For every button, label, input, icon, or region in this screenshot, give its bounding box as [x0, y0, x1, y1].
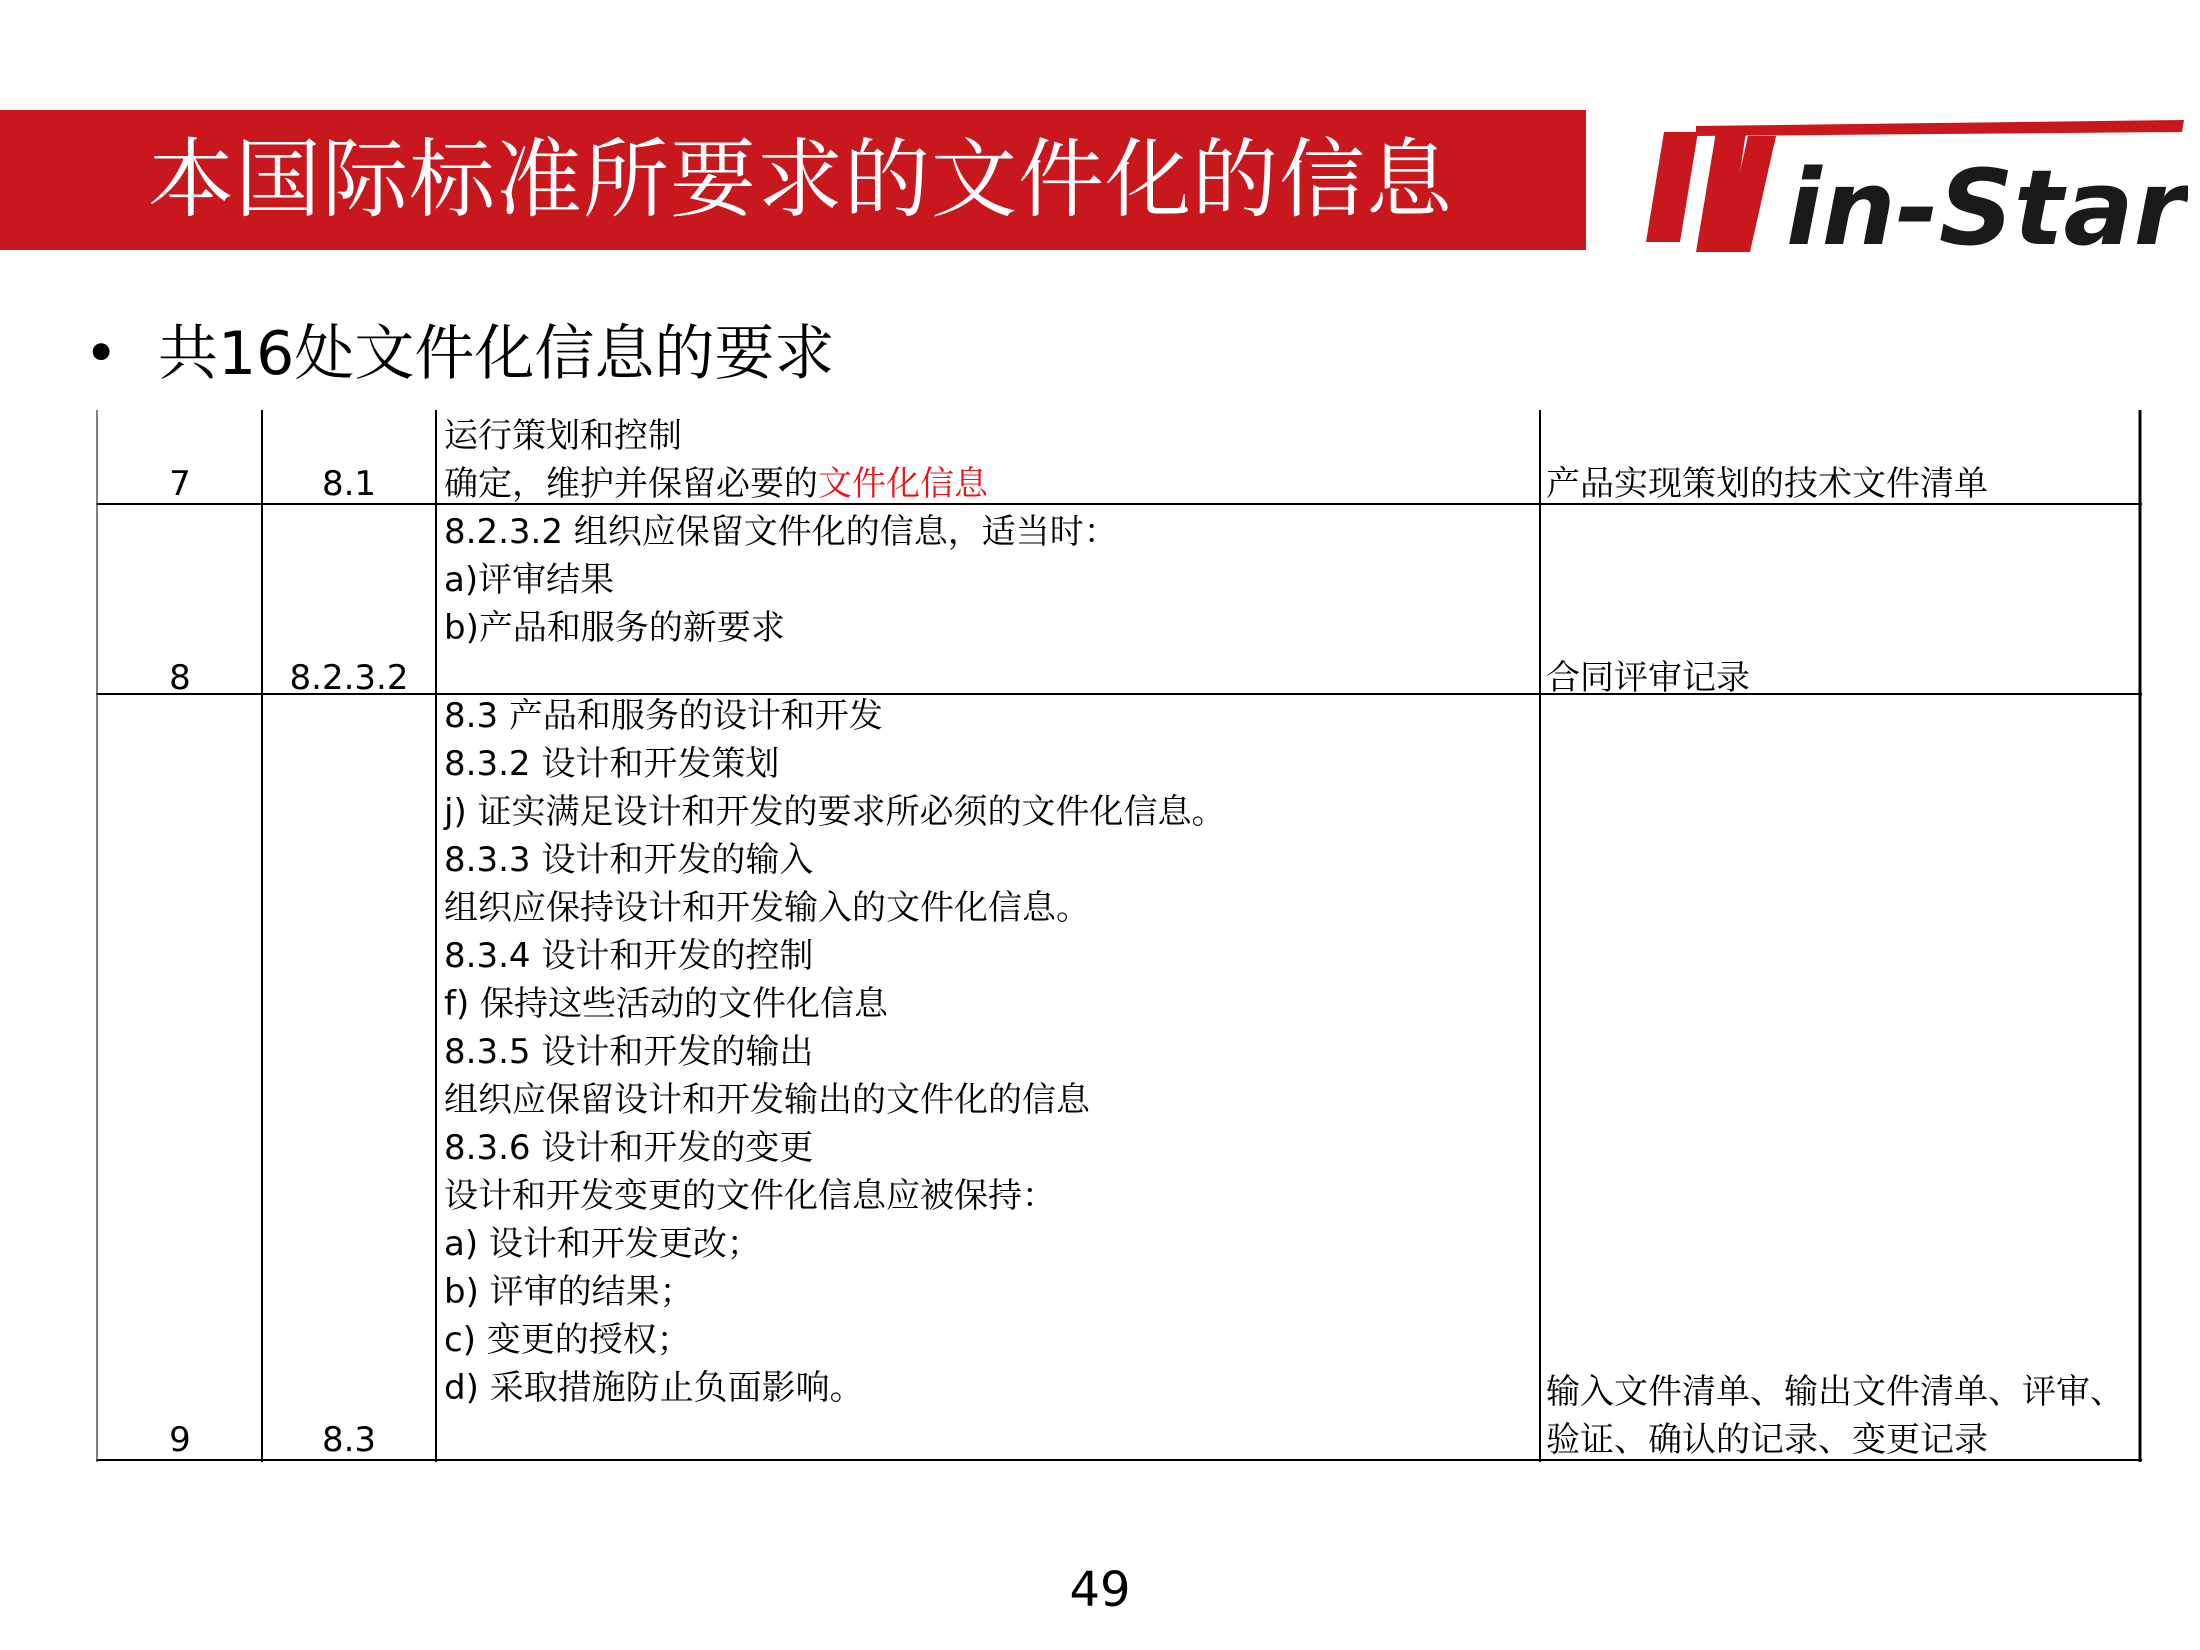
bullet-marker: • — [84, 319, 119, 387]
row-8-number: 8 — [169, 658, 191, 698]
row-8-record: 合同评审记录 — [1546, 658, 1750, 698]
row-9-clause: 8.3 — [321, 1420, 377, 1460]
row-8-line: b)产品和服务的新要求 — [444, 608, 785, 648]
row-7-last-line — [444, 460, 988, 508]
row-9-line: 8.3.6 设计和开发的变更 — [444, 1128, 814, 1168]
row-8-line: 8.2.3.2 组织应保留文件化的信息，适当时： — [444, 512, 1118, 552]
row-7-highlight: 文件化信息 — [818, 464, 988, 504]
row-9-record: 输入文件清单、输出文件清单、评审、 — [1546, 1372, 2124, 1412]
row-9-line: j) 证实满足设计和开发的要求所必须的文件化信息。 — [444, 792, 1226, 832]
row-9-line: 8.3.5 设计和开发的输出 — [444, 1032, 814, 1072]
row-7-text: 确定，维护并保留必要的 — [444, 464, 818, 504]
row-9-line: c) 变更的授权； — [444, 1320, 691, 1360]
row-9-line: b) 评审的结果； — [444, 1272, 694, 1312]
row-8-line: a)评审结果 — [444, 560, 615, 600]
row-8-clause: 8.2.3.2 — [289, 658, 409, 698]
win-star-logo — [1636, 112, 2188, 258]
row-9-line: 8.3.4 设计和开发的控制 — [444, 936, 814, 976]
row-7-clause: 8.1 — [321, 464, 377, 504]
row-7-number: 7 — [169, 464, 191, 504]
logo-text: in-Star — [1786, 147, 2185, 258]
row-9-line: 8.3.2 设计和开发策划 — [444, 744, 780, 784]
row-9-line: 组织应保持设计和开发输入的文件化信息。 — [444, 888, 1090, 928]
row-7-line: 运行策划和控制 — [444, 416, 682, 456]
title-bar — [0, 110, 1586, 250]
page-title: 本国际标准所要求的文件化的信息 — [148, 130, 1453, 230]
row-9-line: 8.3 产品和服务的设计和开发 — [444, 696, 883, 736]
row-9-line: 组织应保留设计和开发输出的文件化的信息 — [444, 1080, 1090, 1120]
page-number: 49 — [1069, 1562, 1131, 1618]
row-9-line: a) 设计和开发更改； — [444, 1224, 761, 1264]
documented-info-table — [96, 410, 2142, 1462]
row-9-number: 9 — [169, 1420, 191, 1460]
row-9-line: f) 保持这些活动的文件化信息 — [444, 984, 889, 1024]
row-9-line: d) 采取措施防止负面影响。 — [444, 1368, 864, 1408]
bullet-text: 共16处文件化信息的要求 — [158, 319, 835, 389]
row-7-record: 产品实现策划的技术文件清单 — [1546, 464, 1988, 504]
row-9-line: 设计和开发变更的文件化信息应被保持： — [444, 1176, 1056, 1216]
row-9-record: 验证、确认的记录、变更记录 — [1546, 1420, 1988, 1460]
row-9-line: 8.3.3 设计和开发的输入 — [444, 840, 814, 880]
